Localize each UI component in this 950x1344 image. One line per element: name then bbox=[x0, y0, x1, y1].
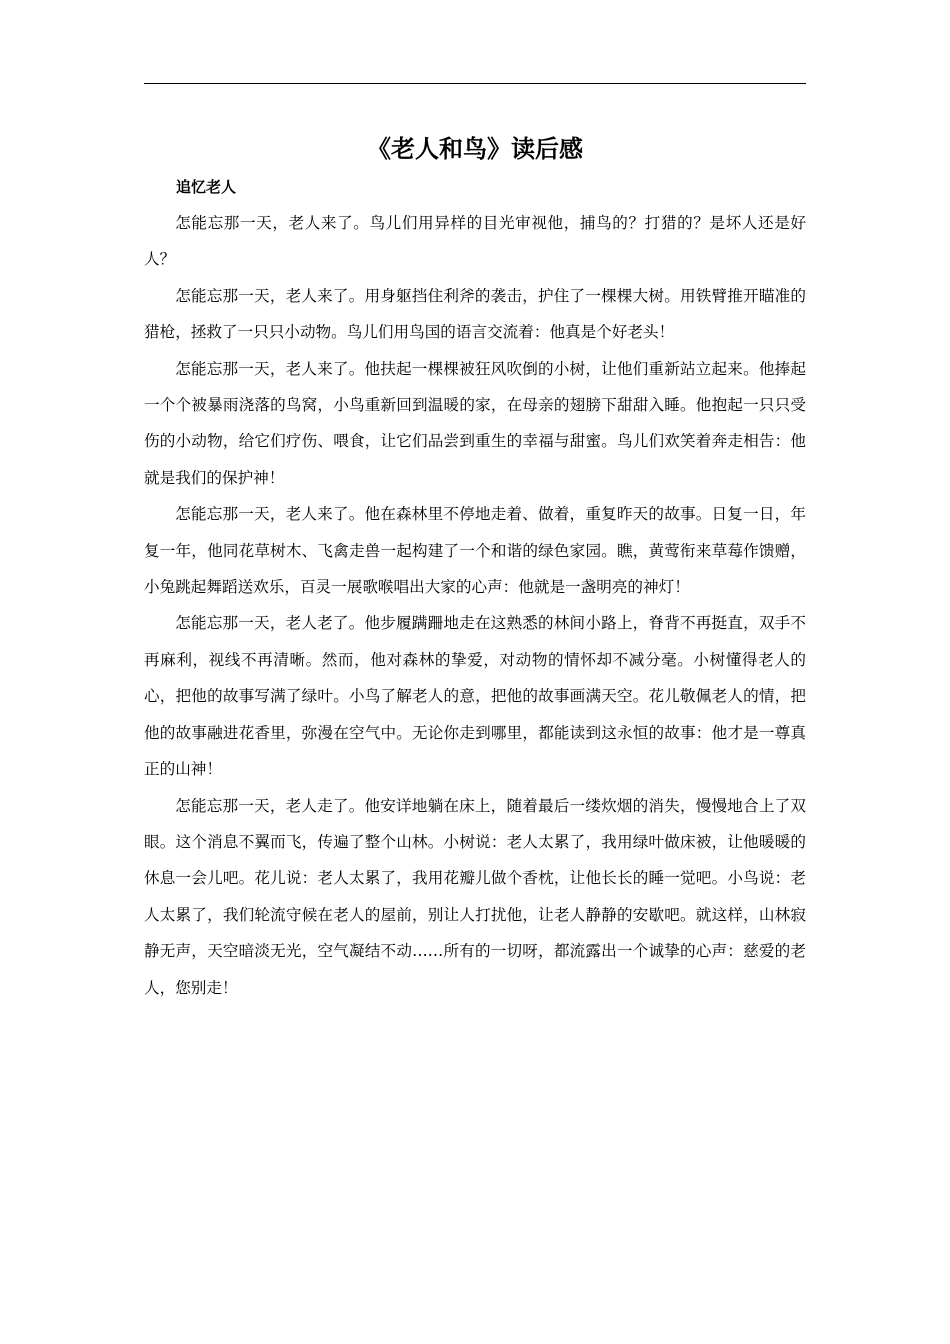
paragraph: 怎能忘那一天，老人来了。鸟儿们用异样的目光审视他，捕鸟的？打猎的？是坏人还是好人？ bbox=[144, 214, 806, 269]
paragraph: 怎能忘那一天，老人老了。他步履蹒跚地走在这熟悉的林间小路上，脊背不再挺直，双手不再麻利，视线不再清晰。然而，他对森林的挚爱，对动物的情怀却不减分毫。小树懂得老人的心，把他的故事写满了绿叶。小鸟了解老人的意，把他的故事画满天空。花儿敬佩老人的情，把他的故事融进花香里，弥漫在空气中。无论你走到哪里，都能读到这永恒的故事：他才是一尊真正的山神！ bbox=[144, 614, 806, 779]
paragraph: 怎能忘那一天，老人来了。他扶起一棵棵被狂风吹倒的小树，让他们重新站立起来。他捧起一个个被暴雨浇落的鸟窝，小鸟重新回到温暖的家，在母亲的翅膀下甜甜入睡。他抱起一只只受伤的小动物，给它们疗伤、喂食，让它们品尝到重生的幸福与甜蜜。鸟儿们欢笑着奔走相告：他就是我们的保护神！ bbox=[144, 359, 806, 487]
paragraph: 怎能忘那一天，老人来了。他在森林里不停地走着、做着，重复昨天的故事。日复一日，年复一年，他同花草树木、飞禽走兽一起构建了一个和谐的绿色家园。瞧，黄莺衔来草莓作馈赠，小兔跳起舞蹈送欢乐，百灵一展歌喉唱出大家的心声：他就是一盏明亮的神灯！ bbox=[144, 505, 806, 597]
paragraph: 怎能忘那一天，老人来了。用身躯挡住利斧的袭击，护住了一棵棵大树。用铁臂推开瞄准的猎枪，拯救了一只只小动物。鸟儿们用鸟国的语言交流着：他真是个好老头！ bbox=[144, 286, 806, 342]
paragraph: 怎能忘那一天，老人走了。他安详地躺在床上，随着最后一缕炊烟的消失，慢慢地合上了双眼。这个消息不翼而飞，传遍了整个山林。小树说：老人太累了，我用绿叶做床被，让他暖暖的休息一会儿吧。花儿说：老人太累了，我用花瓣儿做个香枕，让他长长的睡一觉吧。小鸟说：老人太累了，我们轮流守候在老人的屋前，别让人打扰他，让老人静静的安歇吧。就这样，山林寂静无声，天空暗淡无光，空气凝结不动……所有的一切呀，都流露出一个诚挚的心声：慈爱的老人，您别走！ bbox=[144, 796, 806, 997]
document-subtitle: 追忆老人 bbox=[176, 178, 237, 196]
document-body bbox=[144, 205, 806, 1006]
header-rule bbox=[144, 83, 806, 84]
document-title: 《老人和鸟》读后感 bbox=[367, 135, 583, 163]
